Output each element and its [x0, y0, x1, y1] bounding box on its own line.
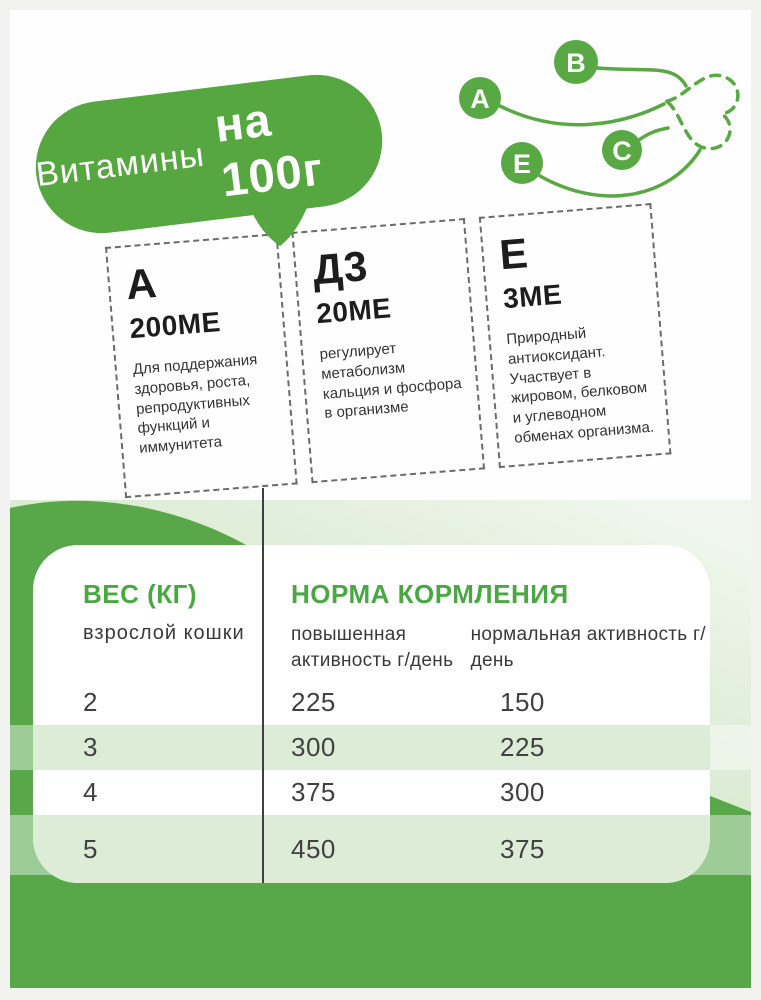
normal-activity-cell: 150 — [500, 687, 545, 717]
table-row — [33, 725, 710, 770]
vitamin-card-d3 — [292, 218, 485, 483]
weight-column-header — [33, 545, 263, 680]
table-row — [33, 680, 710, 725]
weight-cell: 2 — [83, 687, 98, 717]
vitamin-description: Природный антиоксидант. Участвует в жировом, белковом и углеводном обменах организма. — [505, 324, 655, 447]
weight-cell: 4 — [83, 777, 98, 807]
circle-a-label: A — [470, 84, 490, 114]
heart-icon — [658, 65, 741, 153]
normal-activity-cell: 375 — [500, 833, 545, 864]
weight-cell: 3 — [83, 732, 98, 762]
vitamin-amount: 3МЕ — [501, 278, 564, 315]
normal-activity-subheader: нормальная активность г/день — [470, 624, 706, 671]
norm-title: НОРМА КОРМЛЕНИЯ — [291, 579, 569, 609]
vitamin-letter: Д3 — [310, 242, 370, 294]
high-activity-cell: 375 — [291, 777, 336, 807]
feeding-panel — [10, 500, 751, 988]
weight-subtitle: взрослой кошки — [83, 622, 245, 644]
content-area — [10, 10, 751, 988]
high-activity-cell: 225 — [291, 687, 336, 717]
vitamin-card-e — [478, 203, 671, 468]
normal-activity-cell: 225 — [500, 732, 545, 762]
vitamin-amount: 20МЕ — [315, 292, 393, 330]
connector-line-c — [639, 128, 668, 140]
table-column-divider — [262, 488, 264, 883]
table-row — [33, 770, 710, 815]
weight-title: ВЕС (КГ) — [83, 579, 198, 609]
high-activity-cell: 450 — [291, 833, 336, 864]
circle-b-label: B — [566, 48, 586, 78]
vitamin-amount: 200МЕ — [128, 306, 222, 345]
connector-line-b — [597, 68, 686, 86]
vitamin-heart-decoration — [450, 28, 751, 203]
normal-activity-cell: 300 — [500, 777, 545, 807]
vitamin-letter: Е — [497, 229, 531, 279]
bubble-label: Витамины — [33, 135, 207, 194]
vitamin-description: регулирует метаболизм кальция и фосфора в организме — [318, 340, 463, 423]
high-activity-subheader: повышенная активность г/день — [291, 624, 454, 671]
table-header — [33, 545, 710, 680]
speech-bubble — [28, 67, 389, 240]
feeding-table-card — [33, 545, 710, 883]
norm-subheaders — [263, 622, 710, 673]
connector-line-a — [500, 104, 664, 125]
vitamin-cards — [105, 203, 671, 498]
weight-cell: 5 — [83, 833, 98, 864]
circle-c-label: C — [612, 136, 632, 166]
vitamin-circles — [459, 40, 642, 184]
bubble-label-bold: на 100г — [211, 92, 327, 207]
vitamin-letter: А — [124, 258, 160, 309]
circle-e-label: E — [512, 149, 532, 179]
norm-column-header — [263, 545, 710, 680]
vitamin-card-a — [105, 233, 298, 498]
high-activity-cell: 300 — [291, 732, 336, 762]
table-row — [33, 815, 710, 883]
vitamin-description: Для поддержания здоровья, роста, репродуктивных функций и иммунитета — [132, 351, 258, 458]
